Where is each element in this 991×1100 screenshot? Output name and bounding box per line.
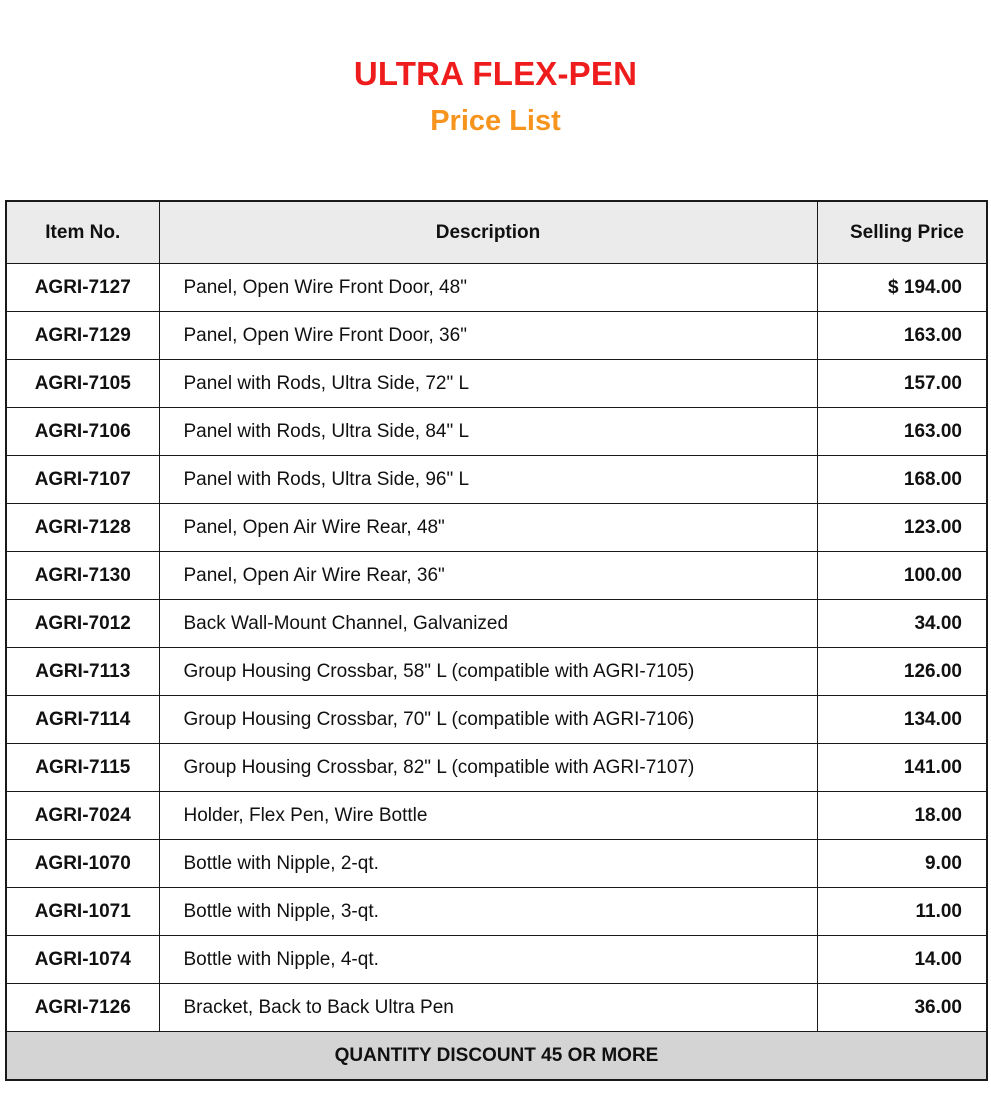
selling-price-cell: 34.00 xyxy=(817,600,987,648)
description-cell: Panel, Open Wire Front Door, 48" xyxy=(159,264,817,312)
column-header-item-no: Item No. xyxy=(6,201,159,264)
item-number-cell: AGRI-7115 xyxy=(6,744,159,792)
selling-price-cell: 123.00 xyxy=(817,504,987,552)
table-header-row xyxy=(6,201,987,264)
item-number-cell: AGRI-7128 xyxy=(6,504,159,552)
selling-price-cell: 168.00 xyxy=(817,456,987,504)
table-row xyxy=(6,840,987,888)
quantity-discount-note: QUANTITY DISCOUNT 45 OR MORE xyxy=(6,1032,987,1081)
table-row xyxy=(6,744,987,792)
item-number-cell: AGRI-7130 xyxy=(6,552,159,600)
description-cell: Panel, Open Wire Front Door, 36" xyxy=(159,312,817,360)
table-row xyxy=(6,504,987,552)
selling-price-cell: 134.00 xyxy=(817,696,987,744)
item-number-cell: AGRI-1074 xyxy=(6,936,159,984)
item-number-cell: AGRI-7113 xyxy=(6,648,159,696)
item-number-cell: AGRI-7012 xyxy=(6,600,159,648)
description-cell: Group Housing Crossbar, 58" L (compatible with AGRI-7105) xyxy=(159,648,817,696)
table-row xyxy=(6,552,987,600)
table-footer-row xyxy=(6,1032,987,1081)
table-row xyxy=(6,360,987,408)
table-row xyxy=(6,984,987,1032)
description-cell: Panel with Rods, Ultra Side, 84" L xyxy=(159,408,817,456)
selling-price-cell: 163.00 xyxy=(817,312,987,360)
table-row xyxy=(6,600,987,648)
description-cell: Group Housing Crossbar, 82" L (compatible with AGRI-7107) xyxy=(159,744,817,792)
table-row xyxy=(6,936,987,984)
description-cell: Panel with Rods, Ultra Side, 72" L xyxy=(159,360,817,408)
item-number-cell: AGRI-7107 xyxy=(6,456,159,504)
item-number-cell: AGRI-7129 xyxy=(6,312,159,360)
table-body xyxy=(6,264,987,1032)
page-subtitle: Price List xyxy=(430,105,561,137)
table-row xyxy=(6,888,987,936)
item-number-cell: AGRI-7114 xyxy=(6,696,159,744)
item-number-cell: AGRI-1070 xyxy=(6,840,159,888)
selling-price-cell: 163.00 xyxy=(817,408,987,456)
item-number-cell: AGRI-7126 xyxy=(6,984,159,1032)
description-cell: Panel, Open Air Wire Rear, 36" xyxy=(159,552,817,600)
selling-price-cell: 141.00 xyxy=(817,744,987,792)
table-row xyxy=(6,792,987,840)
description-cell: Back Wall-Mount Channel, Galvanized xyxy=(159,600,817,648)
table-row xyxy=(6,312,987,360)
selling-price-cell: 126.00 xyxy=(817,648,987,696)
column-header-selling-price: Selling Price xyxy=(817,201,987,264)
selling-price-cell: 157.00 xyxy=(817,360,987,408)
description-cell: Panel, Open Air Wire Rear, 48" xyxy=(159,504,817,552)
description-cell: Bottle with Nipple, 2-qt. xyxy=(159,840,817,888)
table-row xyxy=(6,648,987,696)
selling-price-cell: 9.00 xyxy=(817,840,987,888)
selling-price-cell: $ 194.00 xyxy=(817,264,987,312)
item-number-cell: AGRI-1071 xyxy=(6,888,159,936)
selling-price-cell: 18.00 xyxy=(817,792,987,840)
item-number-cell: AGRI-7105 xyxy=(6,360,159,408)
table-row xyxy=(6,696,987,744)
table-row xyxy=(6,264,987,312)
description-cell: Panel with Rods, Ultra Side, 96" L xyxy=(159,456,817,504)
selling-price-cell: 14.00 xyxy=(817,936,987,984)
selling-price-cell: 36.00 xyxy=(817,984,987,1032)
column-header-description: Description xyxy=(159,201,817,264)
description-cell: Holder, Flex Pen, Wire Bottle xyxy=(159,792,817,840)
description-cell: Bottle with Nipple, 3-qt. xyxy=(159,888,817,936)
description-cell: Group Housing Crossbar, 70" L (compatible with AGRI-7106) xyxy=(159,696,817,744)
page-title: ULTRA FLEX-PEN xyxy=(353,55,638,92)
table-row xyxy=(6,408,987,456)
item-number-cell: AGRI-7024 xyxy=(6,792,159,840)
item-number-cell: AGRI-7106 xyxy=(6,408,159,456)
description-cell: Bottle with Nipple, 4-qt. xyxy=(159,936,817,984)
price-table xyxy=(5,200,988,1081)
selling-price-cell: 100.00 xyxy=(817,552,987,600)
selling-price-cell: 11.00 xyxy=(817,888,987,936)
table-row xyxy=(6,456,987,504)
description-cell: Bracket, Back to Back Ultra Pen xyxy=(159,984,817,1032)
item-number-cell: AGRI-7127 xyxy=(6,264,159,312)
